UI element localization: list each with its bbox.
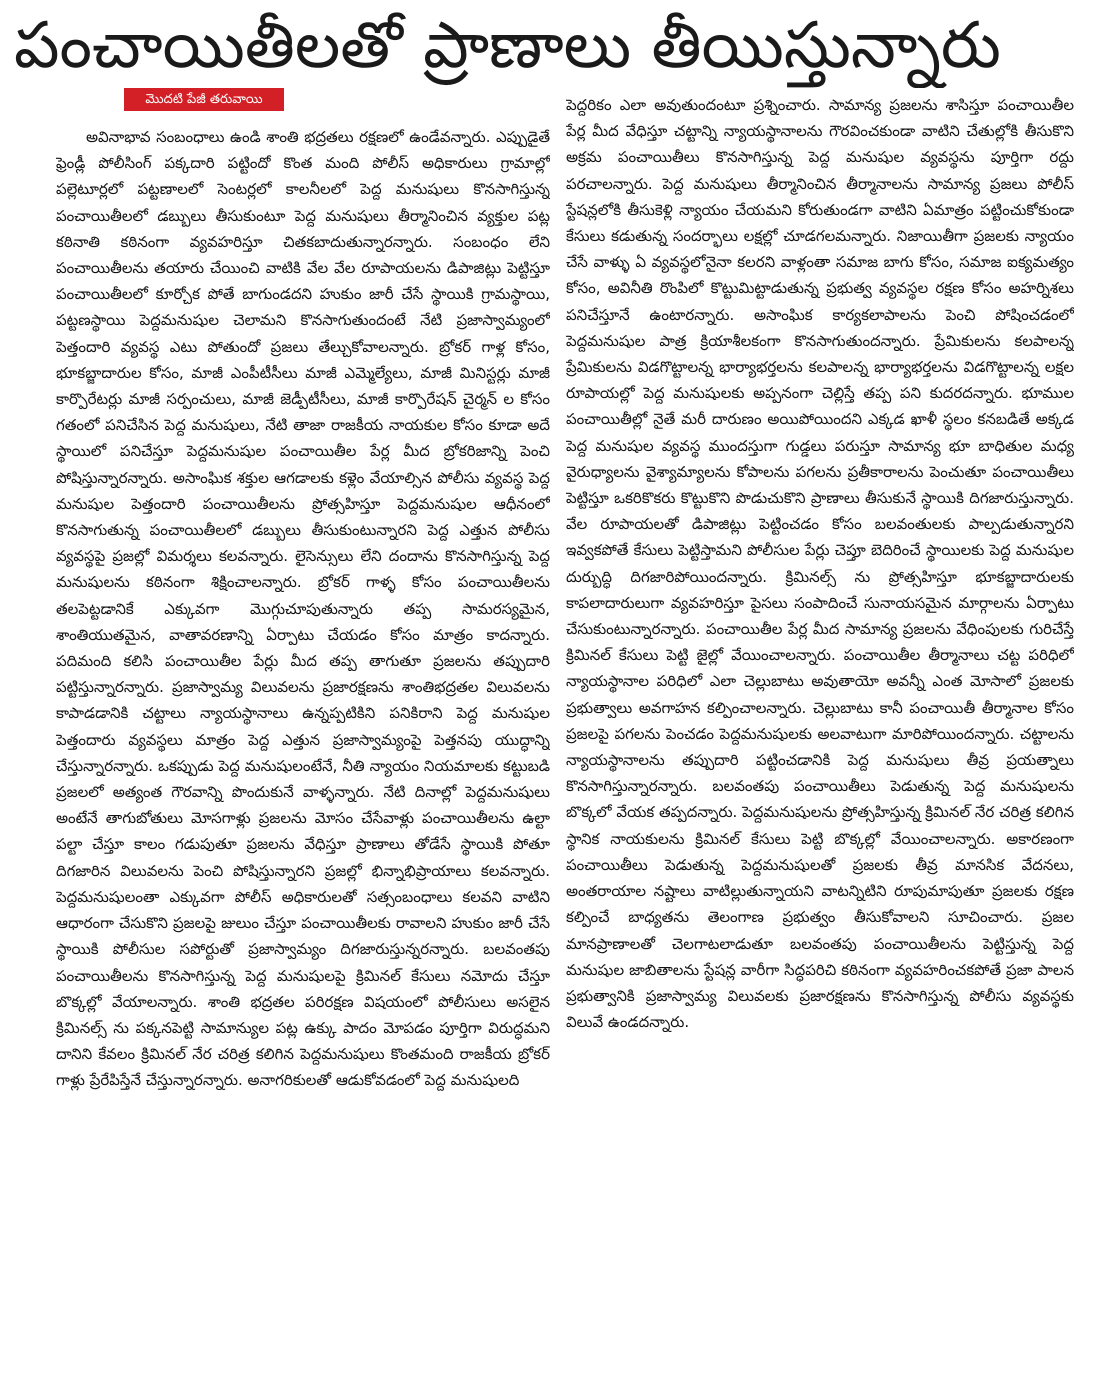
article-column-left: అవినాభావ సంబంధాలు ఉండి శాంతి భద్రతలు రక్షణలో ఉండేవన్నారు. ఎప్పుడైతే ఫ్రెండ్లీ పోలీసింగ్ పక్కదారి పట్టిందో కొంత మంది పోలీస్ అధికారులు గ్రామాల్లో పల్లెటూర్లలో పట్టణాలలో సెంటర్లలో కాలనీలలో పెద్ద మనుషులు కొనసాగిస్తున్న పంచాయితీలలో డబ్బులు తీసుకుంటూ పెద్ద మనుషులు తీర్మానించిన వ్యక్తుల పట్ల కఠినాతి కఠినంగా వ్యవహరిస్తూ చితకబాదుతున్నారన్నారు. సంబంధం లేని పంచాయితీలను తయారు చేయించి వాటికి వేల వేల రూపాయలను డిపాజిట్లు పెట్టిస్తూ పంచాయితీలలో కూర్చోక పోతే బాగుండదని హుకుం జారీ చేసే స్థాయికి గ్రామస్థాయి, పట్టణస్థాయి పెద్దమనుషుల చెలామని కొనసాగుతుందంటే నేటి ప్రజాస్వామ్యంలో పెత్తందారి వ్యవస్థ ఎటు పోతుందో ప్రజలు తేల్చుకోవాలన్నారు. బ్రోకర్ గాళ్ల కోసం, భూకబ్జాదారుల కోసం, మాజీ ఎంపీటీసీలు మాజీ ఎమ్మెల్యేలు, మాజీ మినిస్టర్లు మాజీ కార్పొరేటర్లు మాజీ సర్పంచులు, మాజీ జెడ్పీటీసీలు, మాజీ కార్పొరేషన్ చైర్మన్ ల కోసం గతంలో పనిచేసిన పెద్ద మనుషులు, నేటి తాజా రాజకీయ నాయకుల కోసం కూడా అదే స్థాయిలో పనిచేస్తూ పెద్దమనుషుల పంచాయితీల పేర్ల మీద బ్రోకరిజాన్ని పెంచి పోషిస్తున్నారన్నారు. అసాంఘిక శక్తుల ఆగడాలకు కళ్లెం వేయాల్సిన పోలీసు వ్యవస్థ పెద్ద మనుషుల పెత్తందారి పంచాయితీలను ప్రోత్సహిస్తూ పెద్దమనుషుల ఆధీనంలో కొనసాగుతున్న పంచాయితీలలో డబ్బులు తీసుకుంటున్నారని పెద్ద ఎత్తున పోలీసు వ్యవస్థపై ప్రజల్లో విమర్శలు కలవన్నారు. లైసెన్సులు లేని దందాను కొనసాగిస్తున్న పెద్ద మనుషులను కఠినంగా శిక్షించాలన్నారు. బ్రోకర్ గాళ్ళ కోసం పంచాయితీలను తలపెట్టడానికే ఎక్కువగా మొగ్గుచూపుతున్నారు తప్ప సామరస్యమైన, శాంతియుతమైన, వాతావరణాన్ని ఏర్పాటు చేయడం కోసం మాత్రం కాదన్నారు. పదిమంది కలిసి పంచాయితీల పేర్లు మీద తప్ప తాగుతూ ప్రజలను తప్పుదారి పట్టిస్తున్నారన్నారు. ప్రజాస్వామ్య విలువలను ప్రజారక్షణను శాంతిభద్రతల విలువలను కాపాడడానికి చట్టాలు న్యాయస్థానాలు ఉన్నప్పటికిని పనికిరాని పెద్ద మనుషుల పెత్తందారు వ్యవస్థలు మాత్రం పెద్ద ఎత్తున ప్రజాస్వామ్యంపై పెత్తనపు యుద్ధాన్ని చేస్తున్నారన్నారు. ఒకప్పుడు పెద్ద మనుషులంటేనే, నీతి న్యాయం నియమాలకు కట్టుబడి ప్రజలలో అత్యంత గౌరవాన్ని పొందుకునే వాళ్ళన్నారు. నేటి దినాల్లో పెద్దమనుషులు అంటేనే తాగుబోతులు మోసగాళ్లు ప్రజలను మోసం చేసేవాళ్లు పంచాయితీలను ఉల్టా పల్టా చేస్తూ కాలం గడుపుతూ ప్రజలను వేధిస్తూ ప్రాణాలు తోడేసే స్థాయికి పోతూ దిగజారిన విలువలను పెంచి పోషిస్తున్నారని ప్రజల్లో భిన్నాభిప్రాయాలు కలవన్నారు. పెద్దమనుషులంతా ఎక్కువగా పోలీస్ అధికారులతో సత్సంబంధాలు కలవని వాటిని ఆధారంగా చేసుకొని ప్రజలపై జులుం చేస్తూ పంచాయితీలకు రావాలని హుకుం జారీ చేసే స్థాయికి పోలీసుల సపోర్టుతో ప్రజాస్వామ్యం దిగజారుస్తున్నరన్నారు. బలవంతపు పంచాయితీలను కొనసాగిస్తున్న పెద్ద మనుషులపై క్రిమినల్ కేసులు నమోదు చేస్తూ బొక్కల్లో వేయాలన్నారు. శాంతి భద్రతల పరిరక్షణ విషయంలో పోలీసులు అసలైన క్రిమినల్స్ ను పక్కనపెట్టి సామాన్యుల పట్ల ఉక్కు పాదం మోపడం పూర్తిగా విరుద్ధమని దానిని కేవలం క్రిమినల్ నేర చరిత్ర కలిగిన పెద్దమనుషులు కొంతమంది రాజకీయ బ్రోకర్ గాళ్లు ప్రేరేపిస్తేనే చేస్తున్నారన్నారు. అనాగరికులతో ఆడుకోవడంలో పెద్ద మనుషులది [56, 128, 550, 1090]
continuation-label: మొదటి పేజీ తరువాయి [124, 88, 284, 111]
headline: పంచాయితీలతో ప్రాణాలు తీయిస్తున్నారు [14, 9, 1001, 83]
article-column-right: పెద్దరికం ఎలా అవుతుందంటూ ప్రశ్నించారు. సామాన్య ప్రజలను శాసిస్తూ పంచాయితీల పేర్ల మీద వేధిస్తూ చట్టాన్ని న్యాయస్థానాలను గౌరవించకుండా వాటిని చేతుల్లోకి తీసుకొని అక్రమ పంచాయితీలు కొనసాగిస్తున్న పెద్ద మనుషుల వ్యవస్థను పూర్తిగా రద్దు పరచాలన్నారు. పెద్ద మనుషులు తీర్మానించిన తీర్మానాలను సామాన్య ప్రజలు పోలీస్ స్టేషన్లలోకి తీసుకెళ్లి న్యాయం చేయమని కోరుతుండగా వాటిని ఏమాత్రం పట్టించుకోకుండా కేసులు కడుతున్న సందర్భాలు లక్షల్లో చూడగలమన్నారు. నిజాయితీగా ప్రజలకు న్యాయం చేసే వాళ్ళు ఏ వ్యవస్థలోనైనా కలరని వాళ్లంతా సమాజ బాగు కోసం, సమాజ ఐక్యమత్యం కోసం, అవినీతి రొంపిలో కొట్టుమిట్టాడుతున్న ప్రభుత్వ వ్యవస్థల రక్షణ కోసం అహర్నిశలు పనిచేస్తూనే ఉంటారన్నారు. అసాంఘిక కార్యకలాపాలను పెంచి పోషించడంలో పెద్దమనుషుల పాత్ర క్రియాశీలకంగా కొనసాగుతుందన్నారు. ప్రేమికులను కలపాలన్న ప్రేమికులను విడగొట్టాలన్న భార్యాభర్తలను కలపాలన్న భార్యాభర్తలను విడగొట్టాలన్న లక్షల రూపాయల్లో పెద్ద మనుషులకు అప్పనంగా చెల్లిస్తే తప్ప పని కుదరదన్నారు. భూముల పంచాయితీల్లో నైతే మరీ దారుణం అయిపోయిందని ఎక్కడ ఖాళీ స్థలం కనబడితే అక్కడ పెద్ద మనుషుల వ్యవస్థ ముందస్తుగా గుడ్డలు పరుస్తూ సామాన్య భూ బాధితుల మధ్య వైరుధ్యాలను వైశ్యామ్యాలను కోపాలను పగలను ప్రతీకారాలను పెంచుతూ పంచాయితీలు పెట్టిస్తూ ఒకరికొకరు కొట్టుకొని పొడుచుకొని ప్రాణాలు తీసుకునే స్థాయికి దిగజారుస్తున్నారు. వేల రూపాయలతో డిపాజిట్లు పెట్టించడం కోసం బలవంతులకు పాల్పడుతున్నారని ఇవ్వకపోతే కేసులు పెట్టిస్తామని పోలీసుల పేర్లు చెప్తూ బెదిరించే స్థాయిలకు పెద్ద మనుషుల దుర్బుద్ధి దిగజారిపోయిందన్నారు. క్రిమినల్స్ ను ప్రోత్సహిస్తూ భూకబ్జాదారులకు కాపలాదారులుగా వ్యవహరిస్తూ పైసలు సంపాదించే సునాయసమైన మార్గాలను ఏర్పాటు చేసుకుంటున్నారన్నారు. పంచాయితీల పేర్ల మీద సామాన్య ప్రజలను వేధింపులకు గురిచేస్తే క్రిమినల్ కేసులు పెట్టి జైల్లో వేయించాలన్నారు. పంచాయితీల తీర్మానాలు చట్ట పరిధిలో న్యాయస్థానాల పరిధిలో ఎలా చెల్లుబాటు అవుతాయో అవన్నీ ఎంత మోసాలో ప్రజలకు ప్రభుత్వాలు అవగాహన కల్పించాలన్నారు. చెల్లుబాటు కానీ పంచాయితీ తీర్మానాల కోసం ప్రజలపై పగలను పెంచడం పెద్దమనుషులకు అలవాటుగా మారిపోయిందన్నారు. చట్టాలను న్యాయస్థానాలను తప్పుదారి పట్టించడానికి పెద్ద మనుషులు తీవ్ర ప్రయత్నాలు కొనసాగిస్తున్నారన్నారు. బలవంతపు పంచాయితీలు పెడుతున్న పెద్ద మనుషులను బొక్కలో వేయక తప్పదన్నారు. పెద్దమనుషులను ప్రోత్సహిస్తున్న క్రిమినల్ నేర చరిత్ర కలిగిన స్థానిక నాయకులను క్రిమినల్ కేసులు పెట్టి బొక్కల్లో వేయించాలన్నారు. అకారణంగా పంచాయితీలు పెడుతున్న పెద్దమనుషులతో ప్రజలకు తీవ్ర మానసిక వేదనలు, అంతరాయాల నష్టాలు వాటిల్లుతున్నాయని వాటన్నిటిని రూపుమాపుతూ ప్రజలకు రక్షణ కల్పించే బాధ్యతను తెలంగాణ ప్రభుత్వం తీసుకోవాలని సూచించారు. ప్రజల మానప్రాణాలతో చెలగాటలాడుతూ బలవంతపు పంచాయితీలను పెట్టిస్తున్న పెద్ద మనుషుల జాబితాలను స్టేషన్ల వారీగా సిద్ధపరిచి కఠినంగా వ్యవహరించకపోతే ప్రజా పాలన ప్రభుత్వానికి ప్రజాస్వామ్య విలువలకు ప్రజారక్షణను కొనసాగిస్తున్న పోలీసు వ్యవస్థకు విలువే ఉండదన్నారు. [566, 96, 1074, 1032]
